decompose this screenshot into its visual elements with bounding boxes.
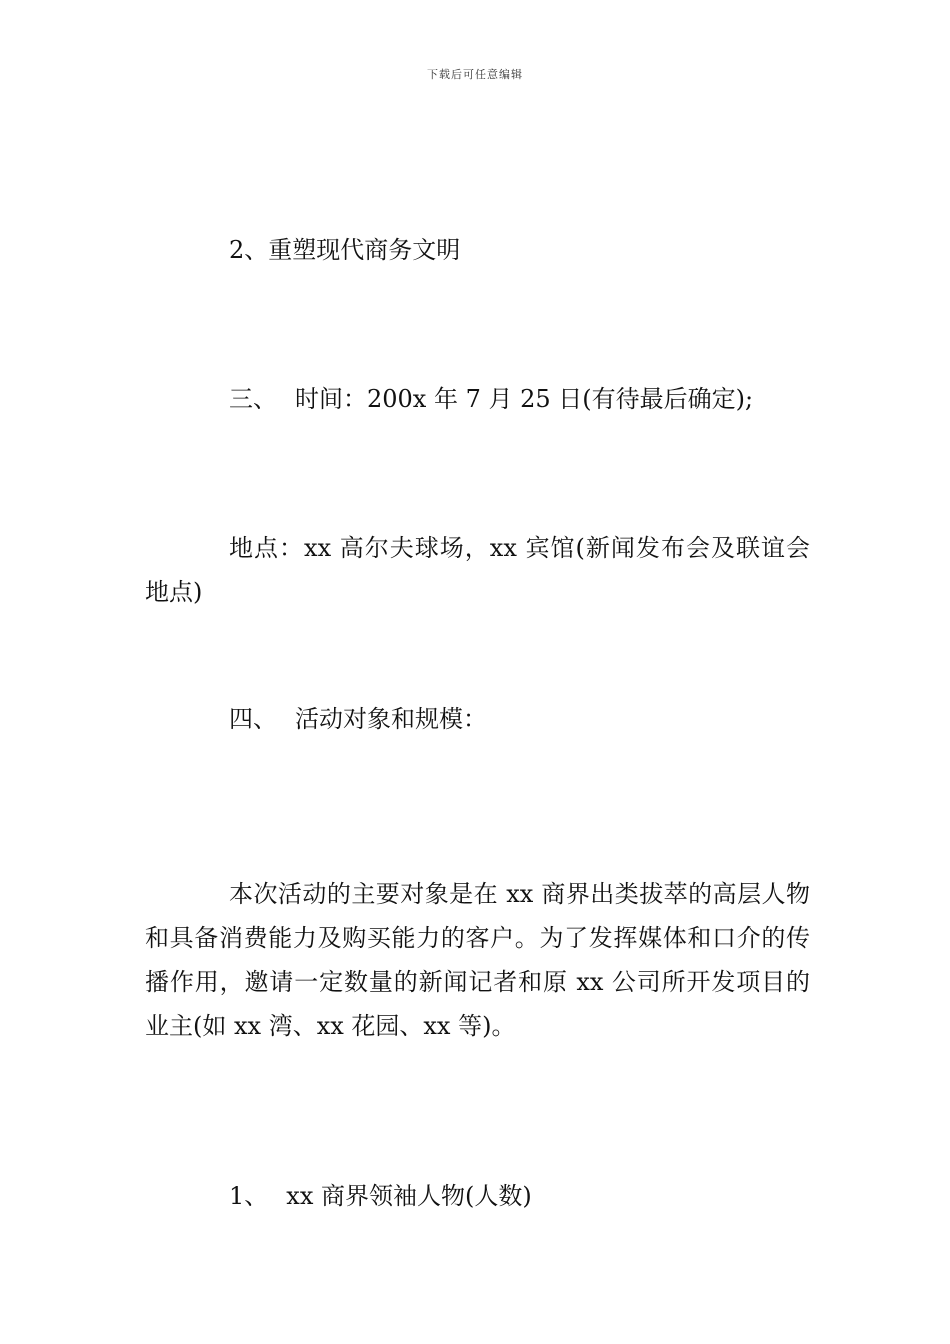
section-3-text: 时间：200x 年 7 月 25 日(有待最后确定); (295, 385, 754, 413)
section-3-number: 三、 (229, 385, 277, 413)
section-3-time (145, 377, 810, 421)
header-note: 下载后可任意编辑 (427, 68, 523, 81)
section-4-text: 活动对象和规模： (295, 705, 487, 733)
body-paragraph: 本次活动的主要对象是在 xx 商界出类拔萃的高层人物和具备消费能力及购买能力的客户。为了发挥媒体和口介的传播作用，邀请一定数量的新闻记者和原 xx 公司所开发项目的业主(如 xx 湾、xx 花园、xx 等)。 (145, 880, 810, 1040)
section-4-number: 四、 (229, 705, 277, 733)
location-paragraph: 地点：xx 高尔夫球场，xx 宾馆(新闻发布会及联谊会地点) (145, 534, 810, 606)
item-1-number: 1、 (229, 1182, 269, 1210)
item-1 (145, 1174, 810, 1218)
heading-2: 2、重塑现代商务文明 (229, 236, 461, 264)
item-1-text: xx 商界领袖人物(人数) (286, 1182, 532, 1210)
section-4-heading (145, 697, 810, 741)
